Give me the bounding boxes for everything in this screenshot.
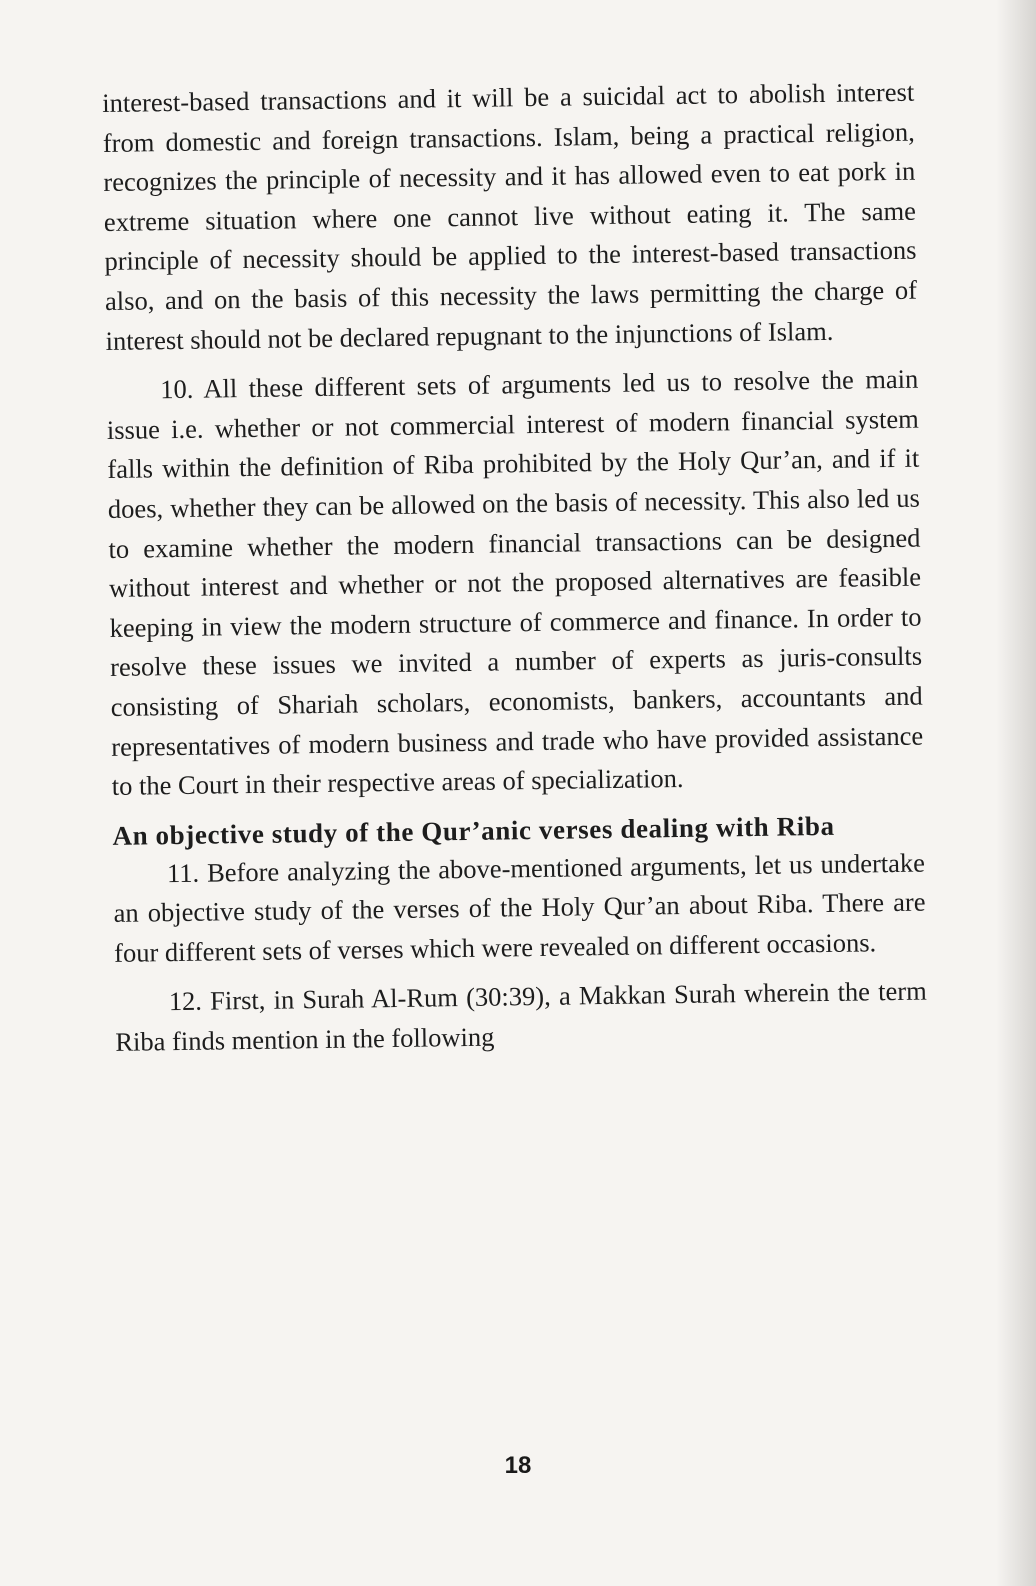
- page-body: [102, 73, 928, 1063]
- paragraph-12: 12. First, in Surah Al-Rum (30:39), a Makkan Surah wherein the term Riba finds mention in the following: [115, 976, 927, 1057]
- paragraph-continued: interest-based transactions and it will be a suicidal act to abolish interest from domestic and foreign transactions. Islam, being a practical religion, recognizes the principle of necessity and it has allowed even to eat pork in extreme situation where one cannot live without eating it. The same principle of necessity should be applied to the interest-based transactions also, and on the basis of this necessity the laws permitting the charge of interest should not be declared repugnant to the injunctions of Islam.: [102, 76, 918, 356]
- page-edge-shadow: [996, 0, 1036, 1586]
- paragraph-10: 10. All these different sets of arguments led us to resolve the main issue i.e. whether or not commercial interest of modern financial system falls within the definition of Riba prohibited by the Holy Qur’an, and if it does, whether they can be allowed on the basis of necessity. This also led us to examine whether the modern financial transactions can be designed without interest and whether or not the proposed alternatives are feasible keeping in view the modern structure of commerce and finance. In order to resolve these issues we invited a number of experts as juris-consults consisting of Shariah scholars, economists, bankers, accountants and representatives of modern business and trade who have provided assistance to the Court in their respective areas of specialization.: [106, 363, 924, 802]
- paragraph-11: 11. Before analyzing the above-mentioned arguments, let us undertake an objective study of the verses of the Holy Qur’an about Riba. There are four different sets of verses which were revealed on different occasions.: [113, 847, 926, 968]
- page-number: 18: [504, 1452, 532, 1479]
- section-heading: An objective study of the Qur’anic verses dealing with Riba: [112, 810, 835, 851]
